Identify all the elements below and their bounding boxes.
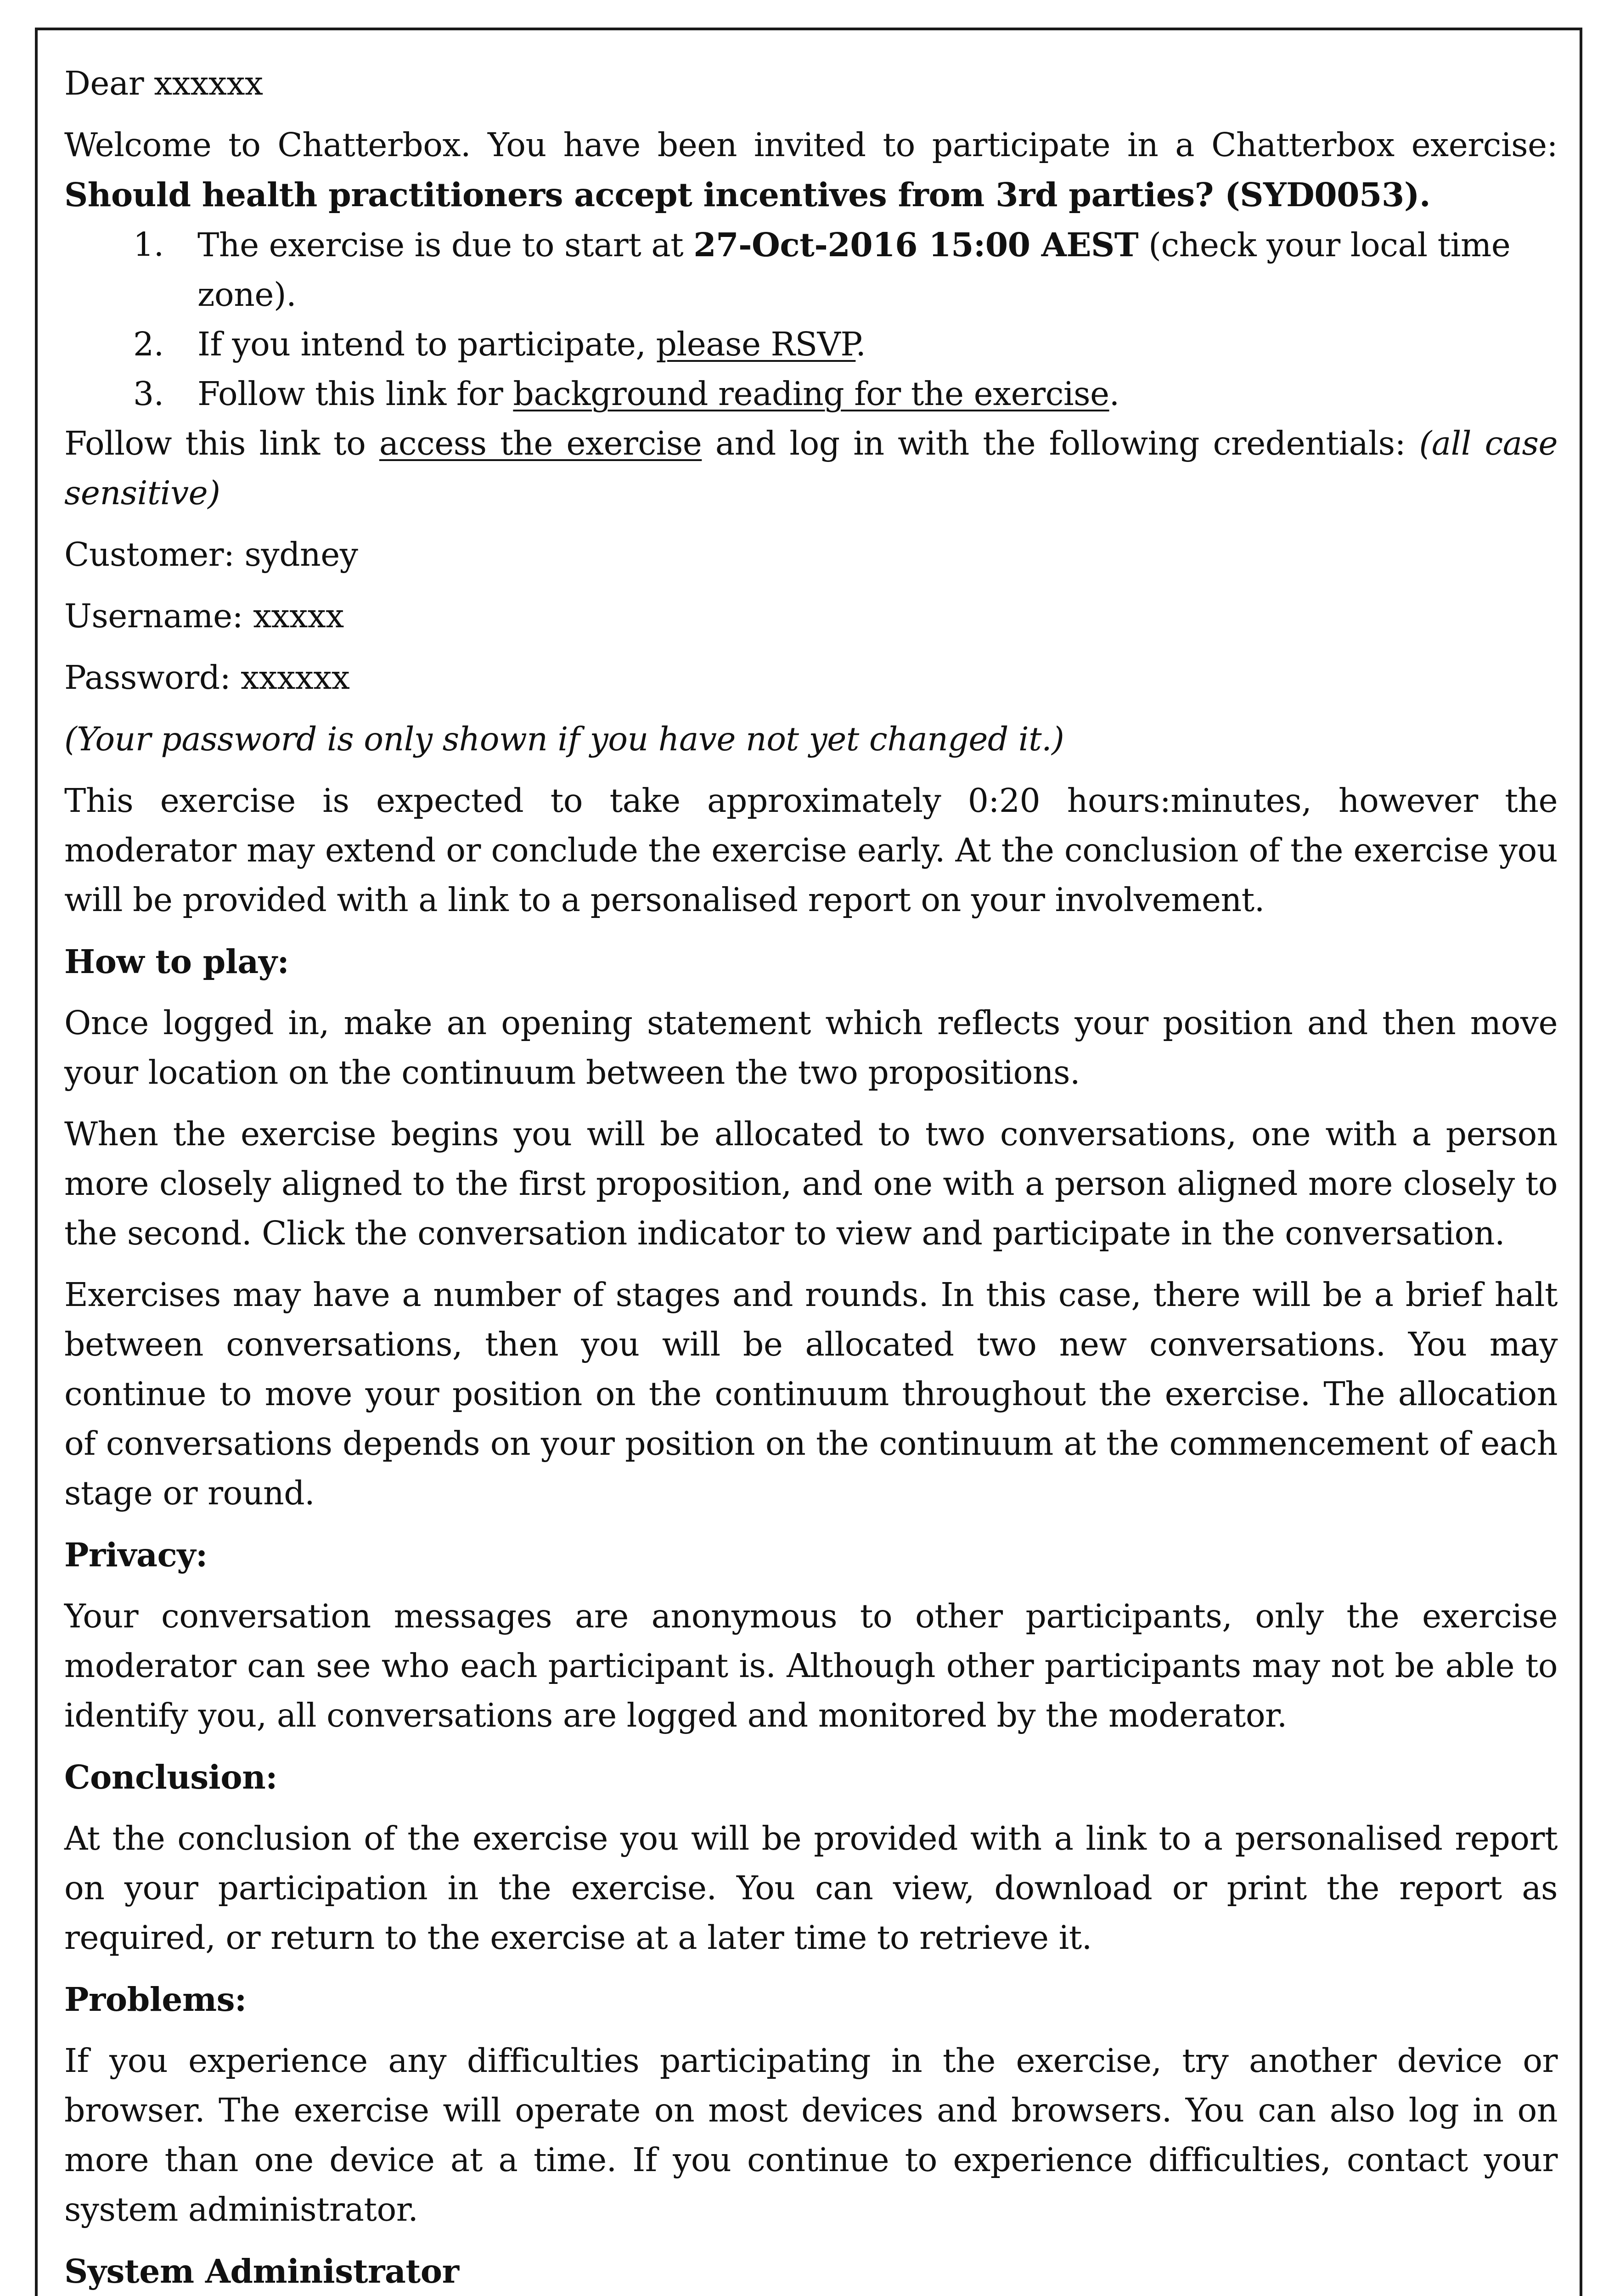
step-item	[64, 369, 1558, 419]
access-text: Follow this link to	[64, 424, 379, 462]
privacy-heading: Privacy:	[64, 1536, 208, 1574]
access-exercise-link[interactable]: access the exercise	[379, 424, 702, 462]
step-text: The exercise is due to start at	[197, 226, 694, 264]
exercise-title: Should health practitioners accept incentives from 3rd parties? (SYD0053).	[64, 175, 1431, 214]
step-text-tail: (check your local time zone).	[197, 226, 1511, 314]
problems-heading: Problems:	[64, 1980, 247, 2019]
problems-paragraph: If you experience any difficulties participating in the exercise, try another device or browser. The exercise will operate on most devices and browsers. You can also log in on more than one device at a time. If you continue to experience difficulties, contact your system administrator.	[64, 2042, 1558, 2228]
step-text-tail: .	[855, 325, 866, 363]
greeting: Dear xxxxxx	[64, 64, 263, 102]
how-to-play-paragraph-3: Exercises may have a number of stages and rounds. In this case, there will be a brief halt between conversations, then you will be allocated two new conversations. You may continue to move your position on the continuum throughout the exercise. The allocation of conversations depends on your position on the continuum at the commencement of each stage or round.	[64, 1276, 1558, 1512]
step-number: 1.	[133, 225, 164, 264]
how-to-play-paragraph-1: Once logged in, make an opening statement which reflects your position and then move your location on the continuum between the two propositions.	[64, 1004, 1558, 1092]
step-text-tail: .	[1109, 375, 1119, 413]
background-reading-link[interactable]: background reading for the exercise	[513, 375, 1109, 413]
step-item	[64, 220, 1558, 320]
rsvp-link[interactable]: please RSVP	[656, 325, 856, 363]
email-body	[64, 59, 1558, 2296]
customer-credential: Customer: sydney	[64, 535, 358, 574]
step-number: 3.	[133, 375, 164, 413]
duration-paragraph: This exercise is expected to take approximately 0:20 hours:minutes, however the moderator may extend or conclude the exercise early. At the conclusion of the exercise you will be provided with a link to a personalised report on your involvement.	[64, 782, 1558, 919]
how-to-play-heading: How to play:	[64, 942, 289, 981]
start-datetime: 27-Oct-2016 15:00 AEST	[693, 225, 1139, 264]
steps-list	[64, 220, 1558, 419]
signature-title: System Administrator	[64, 2252, 459, 2290]
access-paragraph	[64, 419, 1558, 518]
step-text: Follow this link for	[197, 375, 513, 413]
how-to-play-paragraph-2: When the exercise begins you will be allocated to two conversations, one with a person more closely aligned to the first proposition, and one with a person aligned more closely to the second. Click the conversation indicator to view and participate in the conversation.	[64, 1115, 1558, 1252]
step-text: If you intend to participate,	[197, 325, 656, 363]
access-text-tail: and log in with the following credentials:	[702, 424, 1419, 462]
intro-paragraph	[64, 120, 1558, 220]
username-credential: Username: xxxxx	[64, 597, 344, 635]
password-credential: Password: xxxxxx	[64, 658, 350, 697]
step-number: 2.	[133, 325, 164, 363]
password-note: (Your password is only shown if you have not yet changed it.)	[64, 720, 1064, 758]
conclusion-paragraph: At the conclusion of the exercise you will be provided with a link to a personalised report on your participation in the exercise. You can view, download or print the report as required, or return to the exercise at a later time to retrieve it.	[64, 1819, 1558, 1957]
case-sensitive-note: (all case sensitive)	[64, 424, 1558, 512]
privacy-paragraph: Your conversation messages are anonymous to other participants, only the exercise moderator can see who each participant is. Although other participants may not be able to identify you, all conversations are logged and monitored by the moderator.	[64, 1597, 1558, 1734]
step-item	[64, 320, 1558, 369]
conclusion-heading: Conclusion:	[64, 1758, 277, 1796]
welcome-text: Welcome to Chatterbox. You have been invited to participate in a Chatterbox exercise:	[64, 126, 1558, 164]
